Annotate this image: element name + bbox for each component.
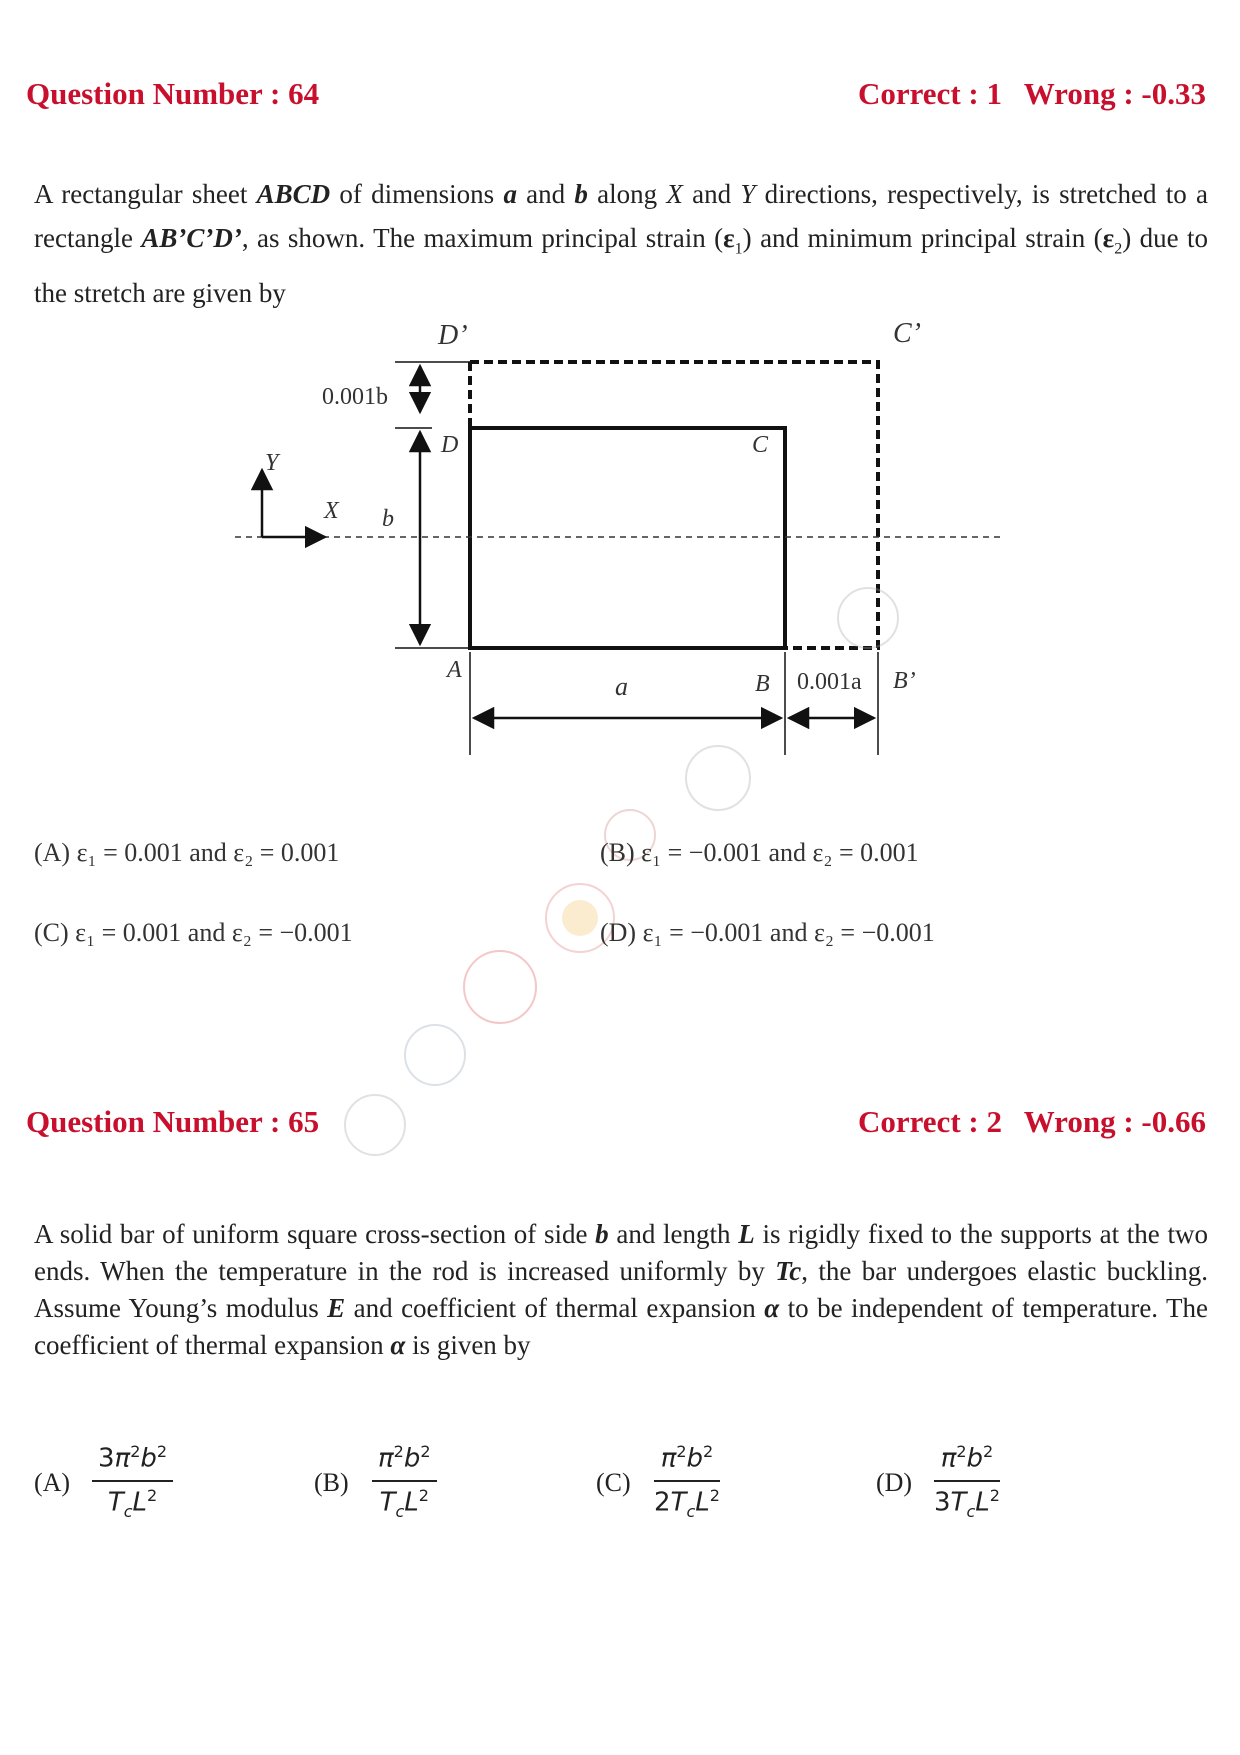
denominator: $T_cL^2$ — [379, 1485, 429, 1521]
math-symbol: ABCD — [256, 179, 331, 209]
y-axis-label: Y — [265, 450, 279, 476]
text-run: along — [587, 179, 667, 209]
text-run: ) and minimum principal strain ( — [742, 223, 1103, 253]
denominator: $T_cL^2$ — [107, 1485, 158, 1521]
option-a[interactable]: (A) ε₁ = 0.001 and ε₂ = 0.001 — [34, 838, 340, 867]
math-symbol: AB’C’D’ — [141, 223, 242, 253]
corner-d: D — [441, 432, 459, 458]
corner-d-prime: D’ — [438, 320, 468, 351]
text-run: , the bar undergoes elastic buckling. Assume Young’s modulus — [34, 1256, 1209, 1323]
correct-marks: Correct : 1 — [857, 76, 1002, 111]
math-symbol: a — [503, 179, 517, 209]
corner-c-prime: C’ — [893, 318, 921, 349]
math-symbol: E — [327, 1293, 346, 1323]
text-run: is rigidly fixed to the supports at the two ends. When the temperature in the rod is increased uniformly by — [34, 1219, 1208, 1286]
math-symbol: L — [738, 1219, 755, 1249]
denominator: $3T_cL^2$ — [934, 1485, 1000, 1521]
corner-a: A — [447, 657, 462, 683]
option-b[interactable]: (B) ε₁ = −0.001 and ε₂ = 0.001 — [600, 838, 919, 867]
corner-b: B — [755, 671, 770, 697]
math-symbol: α — [764, 1293, 780, 1323]
den-coefficient: 2 — [654, 1487, 671, 1518]
den-coefficient: 3 — [934, 1487, 951, 1518]
question-64-text — [34, 172, 1208, 315]
stretched-rectangle — [470, 362, 878, 648]
math-symbol: b — [574, 179, 588, 209]
option-c[interactable]: (C) ε₁ = 0.001 and ε₂ = −0.001 — [34, 918, 353, 947]
text-run: and length — [608, 1219, 739, 1249]
option-label: (B) — [314, 1468, 349, 1497]
numerator: $\pi^2b^2$ — [934, 1440, 1000, 1482]
original-rectangle — [470, 428, 785, 648]
question-64-header — [26, 70, 1206, 120]
correct-marks: Correct : 2 — [857, 1104, 1002, 1139]
numerator: $3\pi^2b^2$ — [92, 1440, 173, 1482]
numerator: $\pi^2b^2$ — [372, 1440, 437, 1482]
text-run: A rectangular sheet — [34, 179, 257, 209]
option-label: (A) — [34, 1468, 71, 1497]
text-run: and — [682, 179, 741, 209]
num-coefficient: 3 — [98, 1443, 115, 1474]
option-d[interactable]: (D) ε₁ = −0.001 and ε₂ = −0.001 — [600, 918, 935, 947]
math-symbol: ε — [723, 223, 735, 253]
question-number: Question Number : 64 — [26, 76, 320, 111]
dim-a-label: a — [615, 672, 628, 701]
marking-scheme — [844, 76, 1206, 112]
text-run: and — [516, 179, 575, 209]
text-run: A solid bar of uniform square cross-section of side — [34, 1219, 596, 1249]
question-number: Question Number : 65 — [26, 1104, 320, 1139]
dim-a-increase-label: 0.001a — [797, 669, 862, 695]
math-symbol: X — [666, 179, 683, 209]
question-65-header — [26, 1098, 1206, 1148]
question-65-text — [34, 1216, 1208, 1364]
corner-b-prime: B’ — [893, 668, 916, 694]
math-symbol: α — [390, 1330, 406, 1360]
math-symbol: b — [595, 1219, 609, 1249]
corner-c: C — [752, 432, 769, 458]
text-run: , as shown. The maximum principal strain ( — [241, 223, 724, 253]
math-symbol: Tc — [775, 1256, 802, 1286]
math-symbol: Y — [740, 179, 756, 209]
x-axis-label: X — [324, 498, 339, 524]
text-run: is given by — [405, 1330, 531, 1360]
math-subscript: 1 — [734, 240, 743, 258]
wrong-marks: Wrong : -0.66 — [1023, 1104, 1206, 1139]
formula — [372, 1440, 437, 1521]
formula — [92, 1440, 173, 1521]
math-subscript: 2 — [1114, 240, 1123, 258]
text-run: ) due to the stretch are given by — [34, 223, 1208, 309]
text-run: of dimensions — [330, 179, 504, 209]
text-run: directions, respectively, is stretched to a rectangle — [34, 179, 1209, 253]
denominator: $2T_cL^2$ — [654, 1485, 720, 1521]
option-label: (D) — [876, 1468, 913, 1497]
strain-figure — [0, 300, 1240, 1100]
numerator: $\pi^2b^2$ — [654, 1440, 720, 1482]
formula — [934, 1440, 1000, 1521]
text-run: and coefficient of thermal expansion — [345, 1293, 765, 1323]
marking-scheme — [844, 1104, 1206, 1140]
formula — [654, 1440, 720, 1521]
option-label: (C) — [596, 1468, 631, 1497]
dim-b-label: b — [382, 506, 394, 532]
wrong-marks: Wrong : -0.33 — [1023, 76, 1206, 111]
text-run: to be independent of temperature. The coefficient of thermal expansion — [34, 1293, 1208, 1360]
dim-b-increase-label: 0.001b — [322, 384, 388, 410]
math-symbol: ε — [1102, 223, 1115, 253]
